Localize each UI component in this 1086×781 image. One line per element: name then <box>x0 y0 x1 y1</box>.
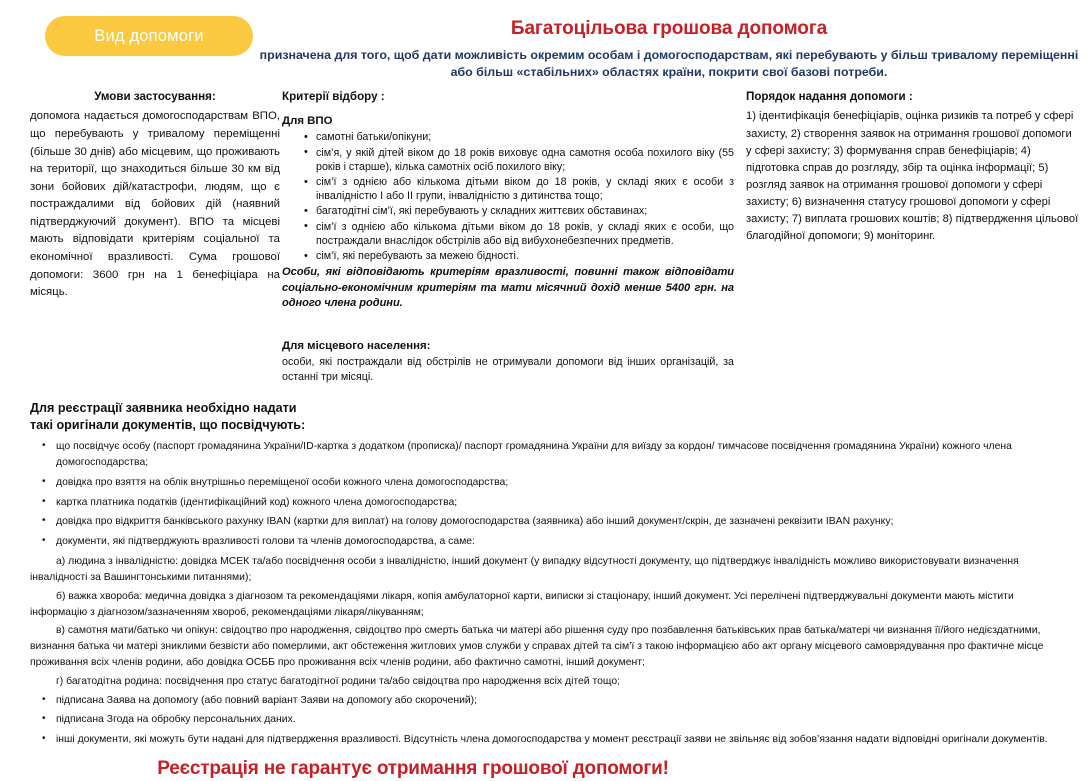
conditions-heading: Умови застосування: <box>94 90 216 103</box>
criteria-idp-list <box>282 130 734 263</box>
list-item: • сім’я, у якій дітей віком до 18 років виховує одна самотня особа похилого віку (55 років і старше), кілька самотніх осіб похилого віку; <box>304 146 734 174</box>
aid-type-badge <box>45 16 253 56</box>
required-documents-section <box>30 400 1056 748</box>
criteria-local-subheading: Для місцевого населення: <box>282 340 431 353</box>
list-item: • сім’ї з однією або кількома дітьми віком до 18 років, у складі яких є особи, що постраждали внаслідок обстрілів або від вибухонебезпечних предметів. <box>304 220 734 248</box>
page-subtitle: призначена для того, щоб дати можливість окремим особам і домогосподарствам, які перебувають у більш тривалому переміщенні або більш «стабільних» областях країни, покрити свої базові потреби. <box>259 47 1079 80</box>
list-item: • картка платника податків (ідентифікаційний код) кожного члена домогосподарства; <box>30 495 1056 511</box>
list-item: • інші документи, які можуть бути надані для підтвердження вразливості. Відсутність члена домогосподарства у момент реєстрації заяви не звільняє від зобов’язання надати відповідні оригінали документів. <box>30 732 1056 748</box>
required-documents-heading-line1: Для реєстрації заявника необхідно надати <box>30 401 297 416</box>
conditions-body: допомога надається домогосподарствам ВПО, що перебувають у тривалому переміщенні (більше 30 днів) або місцевим, що проживають на території, що знаходиться більше 30 км від зони бойових дій/катастрофи, людям, що є постраждалими від бойових дій (наявний підтверджуючий документ). ВПО та місцеві мають відповідати критеріям соціальної та економічної вразливості. Сума грошової допомоги: 3600 грн на 1 бенефіціара на місяць. <box>30 110 280 299</box>
required-documents-heading <box>30 400 1056 433</box>
list-item: • сім’ї, які перебувають за межею бідності. <box>304 249 734 263</box>
spacer <box>282 311 734 329</box>
criteria-local-body: особи, які постраждали від обстрілів не отримували допомоги від інших організацій, за останні три місяці. <box>282 356 734 383</box>
column-criteria <box>282 90 734 384</box>
list-item: • підписана Заява на допомогу (або повний варіант Заяви на допомогу або скорочений); <box>30 693 1056 709</box>
sub-item-v: в) самотня мати/батько чи опікун: свідоцтво про народження, свідоцтво про смерть батька чи матері або рішення суду про позбавлення батьківських прав батька/матері чи визнання її/його недієздатними, визнання батька чи матері зниклими безвісти або померлими, акт обстеження житлових умов служби у справах дітей та сім’ї з такою інформацією або акт органу місцевого самоврядування про фактичне місце проживання всіх членів родини, або довідка ОСББ про проживання всіх членів родини, або фактично самотні, інший документ; <box>30 625 1044 668</box>
list-item: • довідка про відкриття банківського рахунку IBAN (картки для виплат) на голову домогосподарства (заявника) або інший документ/скрін, де зазначені реквізити IBAN рахунку; <box>30 514 1056 530</box>
aid-type-badge-label: Вид допомоги <box>94 26 204 45</box>
list-item: • сім’ї з однією або кількома дітьми віком до 18 років, у складі яких є особи з інвалідністю I або II групи, інвалідністю з дитинства тощо; <box>304 175 734 203</box>
list-item: • багатодітні сім’ї, які перебувають у складних життєвих обставинах; <box>304 204 734 218</box>
page-title: Багатоцільова грошова допомога <box>510 18 828 39</box>
criteria-income-emphasis: Особи, які відповідають критеріям вразливості, повинні також відповідати соціально-економічним критеріям та мати місячний дохід менше 5400 грн. на одного члена родини. <box>282 266 734 310</box>
list-item: • самотні батьки/опікуни; <box>304 130 734 144</box>
procedure-body: 1) ідентифікація бенефіціарів, оцінка ризиків та потреб у сфері захисту, 2) створення заявок на отримання грошової допомоги у сфері захисту; 3) формування справ бенефіціарів; 4) підготовка справ до розгляду, збір та оцінка інформації; 5) розгляд заявок на отримання грошової допомоги у сфері захисту; 6) визначення статусу грошової допомоги у сфері захисту; 7) виплата грошових коштів; 8) підтвердження цільової благодійної допомоги; 9) моніторинг. <box>746 110 1079 242</box>
criteria-heading: Критерії відбору : <box>282 90 385 103</box>
required-documents-heading-line2: такі оригінали документів, що посвідчують: <box>30 417 306 432</box>
sub-item-g: г) багатодітна родина: посвідчення про статус багатодітної родини та/або свідоцтва про народження всіх дітей тощо; <box>56 675 621 687</box>
procedure-heading: Порядок надання допомоги : <box>746 90 913 103</box>
sub-item-a: а) людина з інвалідністю: довідка МСЕК та/або посвідчення особи з інвалідністю, інший документ (у випадку відсутності документу, що підтверджує інвалідність можливо використовувати визначення інвалідності за Вашингтонськими питаннями); <box>30 556 1019 583</box>
header-text-block <box>252 18 1086 82</box>
column-procedure <box>746 90 1080 245</box>
required-documents-list-continued <box>30 693 1056 748</box>
criteria-idp-subheading: Для ВПО <box>282 115 333 128</box>
list-item: • що посвідчує особу (паспорт громадянина України/ID-картка з додатком (прописка)/ паспорт громадянина України для виїзду за кордон/ тимчасове посвідчення громадянина України) кожного члена домогосподарства; <box>30 439 1056 471</box>
document-header <box>0 0 1086 90</box>
column-conditions <box>30 90 280 302</box>
list-item: • довідка про взяття на облік внутрішньо переміщеної особи кожного члена домогосподарства; <box>30 475 1056 491</box>
list-item: • документи, які підтверджують вразливості голови та членів домогосподарства, а саме: <box>30 534 1056 550</box>
sub-item-b: б) важка хвороба: медична довідка з діагнозом та рекомендаціями лікаря, копія амбулаторної карти, виписки зі стаціонару, інший документ. Усі перелічені підтверджувальні документи мають містити інформацію з діагнозом/зазначенням хвороб, рекомендаціями лікаря/лікуванням; <box>30 590 1014 618</box>
three-column-section <box>0 90 1086 384</box>
required-documents-list <box>30 439 1056 550</box>
footer-warning: Реєстрація не гарантує отримання грошової допомоги! <box>157 758 669 780</box>
list-item: • підписана Згода на обробку персональних даних. <box>30 712 1056 728</box>
